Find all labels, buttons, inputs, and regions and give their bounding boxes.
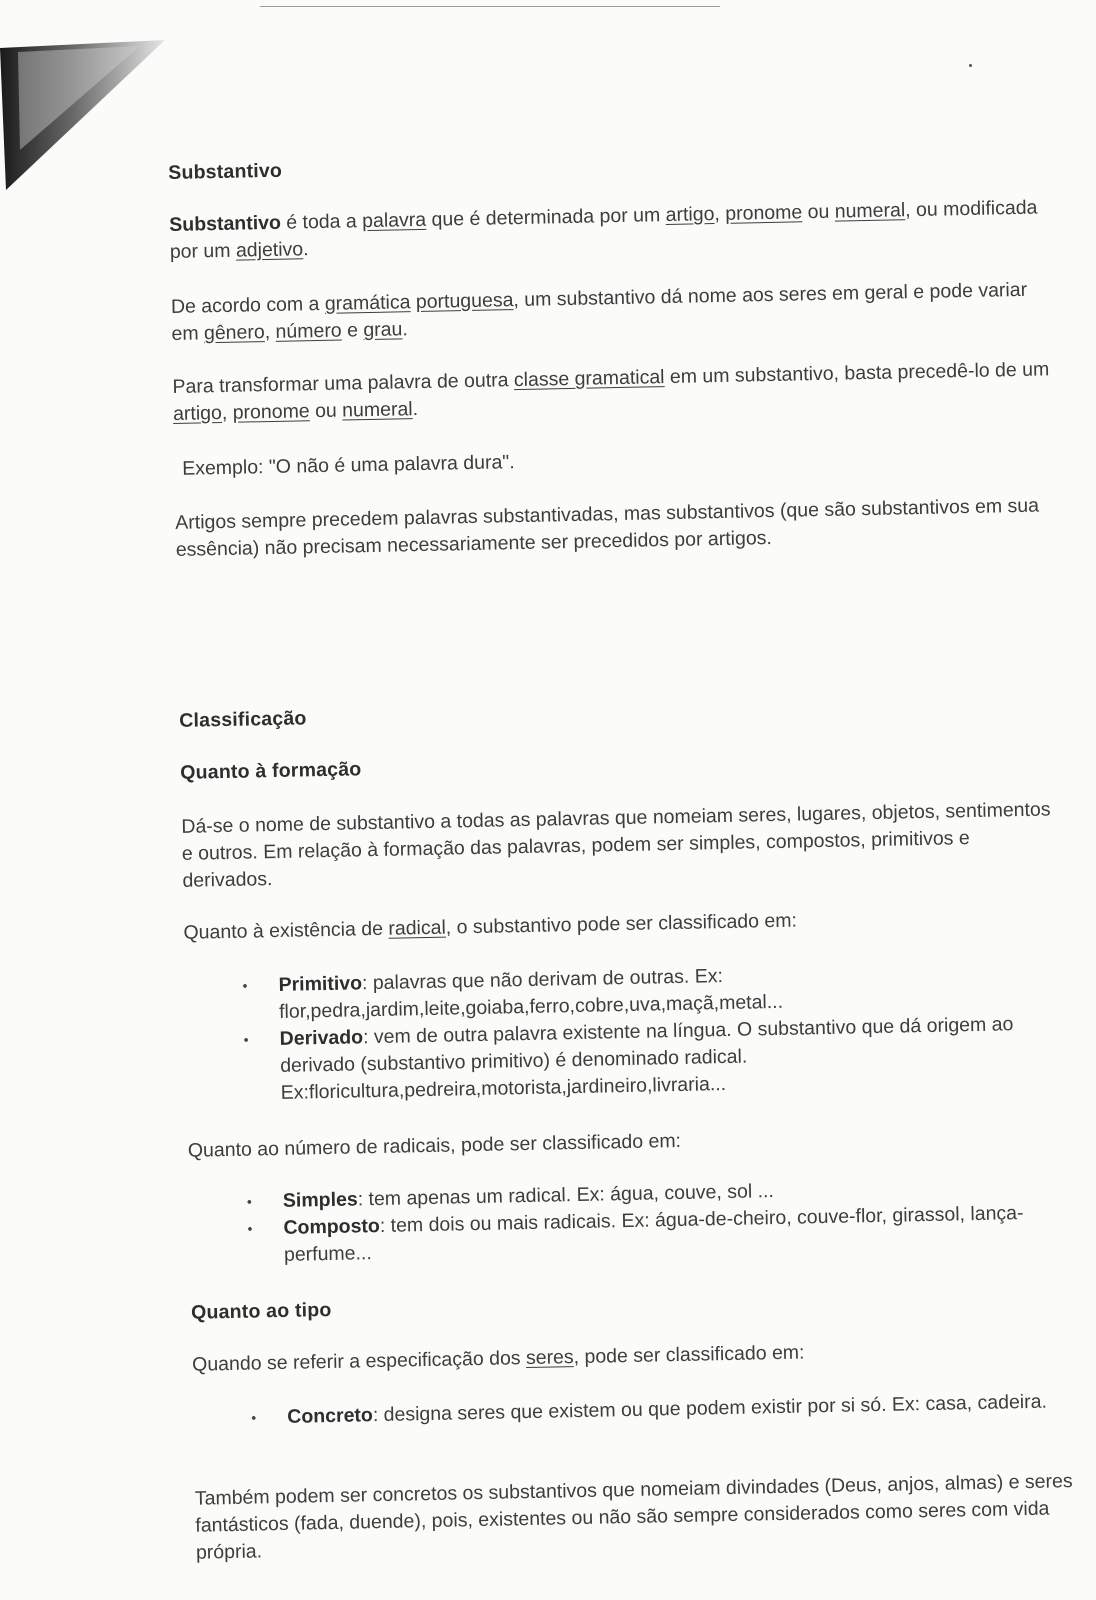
- link-numeral[interactable]: numeral: [834, 199, 906, 223]
- section-title: Substantivo: [168, 159, 283, 184]
- bullet-list: [189, 1172, 1070, 1271]
- subsection-formacao: [180, 742, 1060, 787]
- term: Simples: [282, 1188, 358, 1212]
- link-pronome[interactable]: pronome: [725, 201, 803, 225]
- link-numero[interactable]: número: [275, 319, 342, 343]
- subsection-title: Quanto ao tipo: [190, 1298, 332, 1324]
- paragraph: Artigos sempre precedem palavras substantivadas, mas substantivos (que são substantivos em sua essência) não precisam necessariamente ser precedidos por artigos.: [175, 494, 1040, 561]
- link-classe-gramatical[interactable]: classe gramatical: [513, 366, 665, 392]
- term: Composto: [283, 1214, 381, 1239]
- paragraph: Quanto à existência de radical, o substantivo pode ser classificado em:: [183, 909, 798, 944]
- term: Concreto: [287, 1404, 374, 1428]
- term: Substantivo: [169, 211, 282, 236]
- example-text: Exemplo: "O não é uma palavra dura".: [181, 451, 515, 480]
- paragraph: Quando se referir a especificação dos seres, pode ser classificado em:: [191, 1341, 805, 1376]
- term: Derivado: [279, 1026, 364, 1050]
- document-page: [168, 142, 1073, 1564]
- paragraph: Quanto ao número de radicais, pode ser classificado em:: [187, 1129, 682, 1162]
- list-item: • Composto: tem dois ou mais radicais. Ex: água-de-cheiro, couve-flor, girassol, lança-perfume...: [189, 1199, 1070, 1271]
- link-radical[interactable]: radical: [388, 916, 447, 940]
- link-pronome[interactable]: pronome: [232, 400, 310, 424]
- link-genero[interactable]: gênero: [203, 321, 265, 345]
- link-artigo[interactable]: artigo: [665, 203, 715, 227]
- section-classificacao: [179, 690, 1059, 735]
- list-item: • Concreto: designa seres que existem ou que podem existir por si só. Ex: casa, cadeira.: [193, 1388, 1073, 1433]
- subsection-title: Quanto à formação: [180, 758, 362, 784]
- paragraph: Substantivo é toda a palavra que é determinada por um artigo, pronome ou numeral, ou modificada por um adjetivo.: [169, 196, 1038, 263]
- bullet-list: [184, 956, 1067, 1109]
- paragraph: Dá-se o nome de substantivo a todas as palavras que nomeiam seres, lugares, objetos, sentimentos e outros. Em relação à formação das palavras, podem ser simples, compostos, primitivos e derivados.: [181, 798, 1051, 892]
- scan-speck: [969, 64, 972, 67]
- section-title: Classificação: [179, 707, 307, 732]
- link-numeral[interactable]: numeral: [341, 398, 413, 422]
- list-item: • Derivado: vem de outra palavra existente na língua. O substantivo que dá origem ao derivado (substantivo primitivo) é denominado radical. Ex:floricultura,pedreira,motorista,jardineiro,livraria...: [185, 1010, 1066, 1109]
- link-palavra[interactable]: palavra: [361, 208, 427, 233]
- link-gramatica[interactable]: gramática: [324, 291, 411, 315]
- scan-edge-line: [260, 6, 720, 7]
- link-adjetivo[interactable]: adjetivo: [235, 238, 304, 262]
- list-item: • Primitivo: palavras que não derivam de outras. Ex: flor,pedra,jardim,leite,goiaba,ferro,cobre,uva,maçã,metal...: [184, 956, 1065, 1028]
- paragraph: Também podem ser concretos os substantivos que nomeiam divindades (Deus, anjos, almas) e seres fantásticos (fada, duende), pois, existentes ou não são sempre considerados como seres com vida própria.: [194, 1470, 1073, 1564]
- section-substantivo: [168, 142, 1048, 187]
- link-portuguesa[interactable]: portuguesa: [415, 289, 514, 314]
- bullet-list: [193, 1388, 1073, 1433]
- term: Primitivo: [278, 972, 363, 996]
- link-grau[interactable]: grau: [363, 318, 403, 342]
- link-artigo[interactable]: artigo: [172, 401, 223, 425]
- paragraph: De acordo com a gramática portuguesa, um substantivo dá nome aos seres em geral e pode variar em gênero, número e grau.: [170, 278, 1028, 345]
- list-item: • Simples: tem apenas um radical. Ex: água, couve, sol ...: [189, 1172, 1069, 1217]
- link-seres[interactable]: seres: [525, 1346, 574, 1370]
- folded-corner-shadow: [0, 40, 170, 200]
- subsection-tipo: [191, 1282, 1071, 1327]
- paragraph: Para transformar uma palavra de outra classe gramatical em um substantivo, basta precedê-lo de um artigo, pronome ou numeral.: [172, 358, 1050, 425]
